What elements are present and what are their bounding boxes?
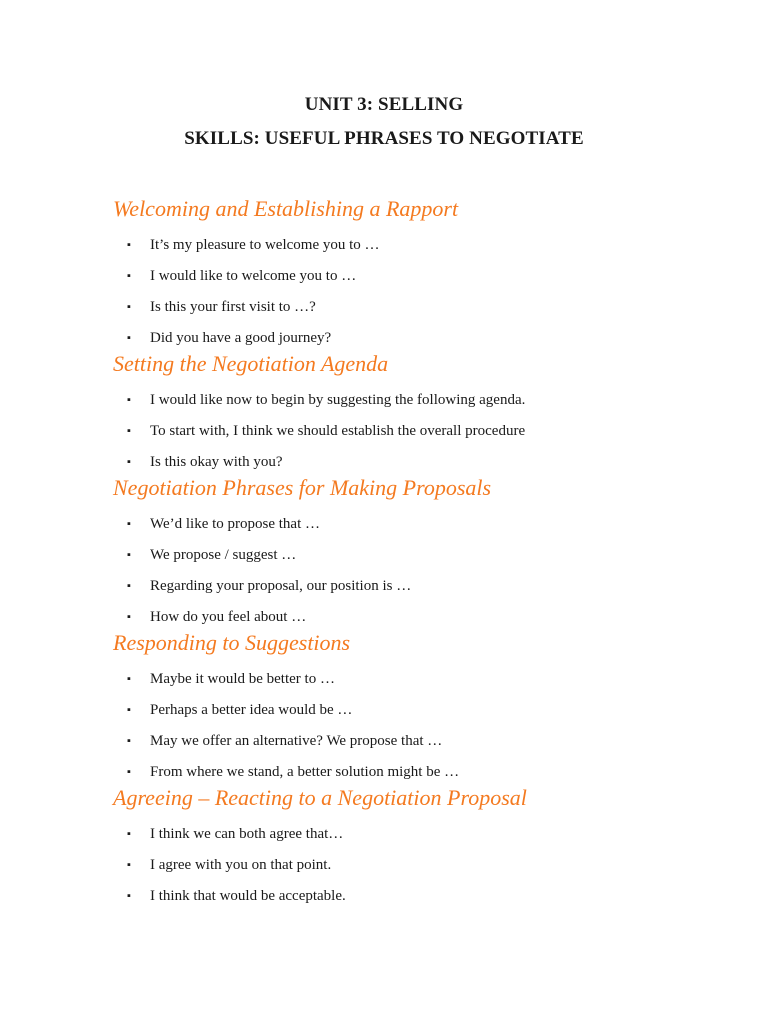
bullet-icon: ▪	[127, 580, 131, 592]
page-title: UNIT 3: SELLING	[304, 94, 464, 115]
phrase-text: We propose / suggest …	[150, 547, 297, 563]
bullet-icon: ▪	[127, 425, 131, 437]
page-subtitle: SKILLS: USEFUL PHRASES TO NEGOTIATE	[184, 128, 584, 149]
bullet-icon: ▪	[127, 890, 131, 902]
phrase-text: We’d like to propose that …	[150, 516, 321, 532]
bullet-icon: ▪	[127, 394, 131, 406]
bullet-icon: ▪	[127, 611, 131, 623]
bullet-icon: ▪	[127, 301, 131, 313]
bullet-icon: ▪	[127, 859, 131, 871]
section-heading-proposals: Negotiation Phrases for Making Proposals	[113, 475, 492, 500]
phrase-text: To start with, I think we should establish the overall procedure	[150, 423, 526, 439]
phrase-text: Is this your first visit to …?	[150, 299, 316, 315]
bullet-icon: ▪	[127, 735, 131, 747]
phrase-text: Regarding your proposal, our position is …	[150, 578, 412, 594]
phrase-text: I would like now to begin by suggesting the following agenda.	[150, 392, 526, 408]
bullet-icon: ▪	[127, 673, 131, 685]
bullet-icon: ▪	[127, 239, 131, 251]
phrase-text: It’s my pleasure to welcome you to …	[150, 237, 380, 253]
phrase-text: I would like to welcome you to …	[150, 268, 357, 284]
section-heading-welcoming: Welcoming and Establishing a Rapport	[113, 196, 459, 221]
section-heading-agenda: Setting the Negotiation Agenda	[113, 351, 389, 376]
phrase-text: I think that would be acceptable.	[150, 888, 346, 904]
phrase-text: Is this okay with you?	[150, 454, 283, 470]
phrase-text: I agree with you on that point.	[150, 857, 332, 873]
bullet-icon: ▪	[127, 332, 131, 344]
section-heading-responding: Responding to Suggestions	[113, 630, 351, 655]
bullet-icon: ▪	[127, 270, 131, 282]
section-heading-agreeing: Agreeing – Reacting to a Negotiation Proposal	[113, 785, 527, 810]
phrase-text: Maybe it would be better to …	[150, 671, 335, 687]
phrase-text: From where we stand, a better solution might be …	[150, 764, 460, 780]
phrase-text: I think we can both agree that…	[150, 826, 344, 842]
phrase-text: Perhaps a better idea would be …	[150, 702, 353, 718]
phrase-text: May we offer an alternative? We propose that …	[150, 733, 443, 749]
bullet-icon: ▪	[127, 456, 131, 468]
bullet-icon: ▪	[127, 549, 131, 561]
bullet-icon: ▪	[127, 518, 131, 530]
bullet-icon: ▪	[127, 766, 131, 778]
phrase-text: Did you have a good journey?	[150, 330, 332, 346]
phrase-text: How do you feel about …	[150, 609, 307, 625]
bullet-icon: ▪	[127, 828, 131, 840]
bullet-icon: ▪	[127, 704, 131, 716]
